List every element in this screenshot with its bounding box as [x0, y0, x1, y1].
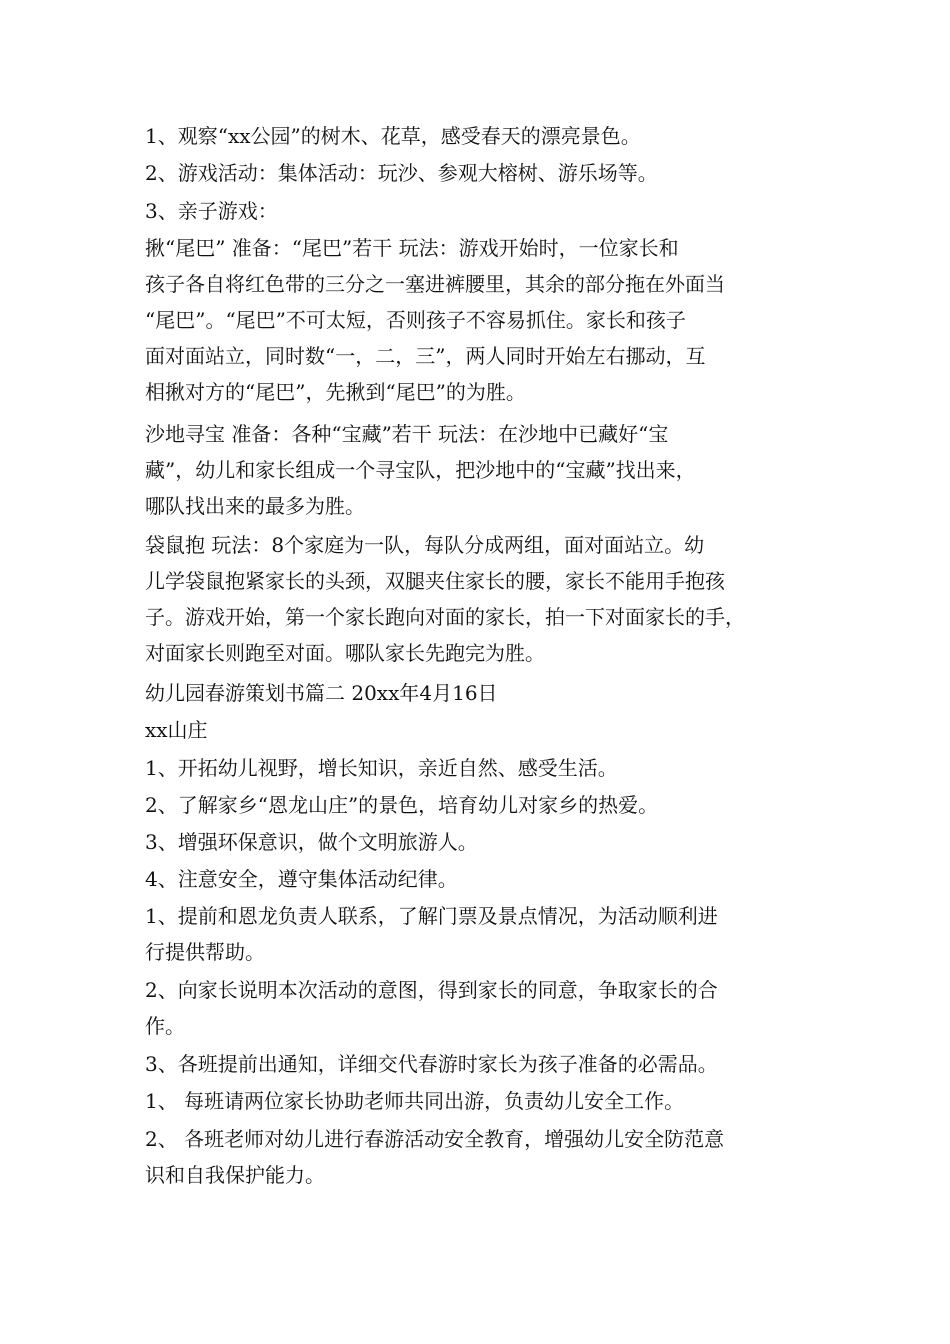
text-line: 沙地寻宝 准备：各种“宝藏”若干 玩法：在沙地中已藏好“宝 — [145, 422, 669, 446]
paragraph-p12 — [145, 861, 825, 897]
section-heading — [145, 675, 825, 711]
text-line: 袋鼠抱 玩法：8个家庭为一队，每队分成两组，面对面站立。幼 — [145, 533, 705, 557]
text-line: “尾巴”。“尾巴”不可太短，否则孩子不容易抓住。家长和孩子 — [145, 308, 686, 332]
paragraph-p10 — [145, 787, 825, 823]
paragraph-p9 — [145, 750, 825, 786]
text-line: 1、 每班请两位家长协助老师共同出游，负责幼儿安全工作。 — [145, 1089, 685, 1113]
text-line: 对面家长则跑至对面。哪队家长先跑完为胜。 — [145, 641, 545, 665]
text-line: 2、 各班老师对幼儿进行春游活动安全教育，增强幼儿安全防范意 — [145, 1127, 725, 1151]
paragraph-p11 — [145, 824, 825, 860]
paragraph-p3 — [145, 193, 825, 229]
text-line: 面对面站立，同时数“一，二，三”，两人同时开始左右挪动，互 — [145, 344, 706, 368]
text-line: 揪“尾巴” 准备：“尾巴”若干 玩法：游戏开始时，一位家长和 — [145, 236, 679, 260]
paragraph-p13 — [145, 898, 825, 970]
paragraph-p6 — [145, 527, 825, 671]
text-line: 2、游戏活动：集体活动：玩沙、参观大榕树、游乐场等。 — [145, 161, 658, 185]
text-line: xx山庄 — [145, 718, 208, 742]
text-line: 4、注意安全，遵守集体活动纪律。 — [145, 867, 458, 891]
paragraph-p16 — [145, 1083, 825, 1119]
text-line: 3、各班提前出通知，详细交代春游时家长为孩子准备的必需品。 — [145, 1052, 718, 1076]
text-line: 3、亲子游戏： — [145, 199, 278, 223]
text-line: 作。 — [145, 1014, 185, 1038]
paragraph-p1 — [145, 118, 825, 154]
text-line: 1、观察“xx公园”的树木、花草，感受春天的漂亮景色。 — [145, 124, 641, 148]
paragraph-p8 — [145, 712, 825, 748]
text-line: 2、了解家乡“恩龙山庄”的景色，培育幼儿对家乡的热爱。 — [145, 793, 659, 817]
text-line: 藏”，幼儿和家长组成一个寻宝队，把沙地中的“宝藏”找出来， — [145, 458, 696, 482]
text-line: 1、开拓幼儿视野，增长知识，亲近自然、感受生活。 — [145, 756, 618, 780]
text-line: 行提供帮助。 — [145, 940, 265, 964]
paragraph-p15 — [145, 1046, 825, 1082]
text-line: 儿学袋鼠抱紧家长的头颈，双腿夹住家长的腰，家长不能用手抱孩 — [145, 569, 725, 593]
text-line: 相揪对方的“尾巴”，先揪到“尾巴”的为胜。 — [145, 380, 526, 404]
paragraph-p14 — [145, 972, 825, 1044]
paragraph-p5 — [145, 416, 825, 524]
paragraph-p2 — [145, 155, 825, 191]
text-line: 幼儿园春游策划书篇二 20xx年4月16日 — [145, 681, 498, 705]
text-line: 2、向家长说明本次活动的意图，得到家长的同意，争取家长的合 — [145, 978, 718, 1002]
text-line: 识和自我保护能力。 — [145, 1163, 325, 1187]
text-line: 孩子各自将红色带的三分之一塞进裤腰里，其余的部分拖在外面当 — [145, 272, 725, 296]
paragraph-p17 — [145, 1121, 825, 1193]
text-line: 哪队找出来的最多为胜。 — [145, 494, 365, 518]
paragraph-p4 — [145, 230, 825, 410]
text-line: 1、提前和恩龙负责人联系，了解门票及景点情况，为活动顺利进 — [145, 904, 718, 928]
text-line: 子。游戏开始，第一个家长跑向对面的家长，拍一下对面家长的手， — [145, 605, 745, 629]
text-line: 3、增强环保意识，做个文明旅游人。 — [145, 830, 478, 854]
